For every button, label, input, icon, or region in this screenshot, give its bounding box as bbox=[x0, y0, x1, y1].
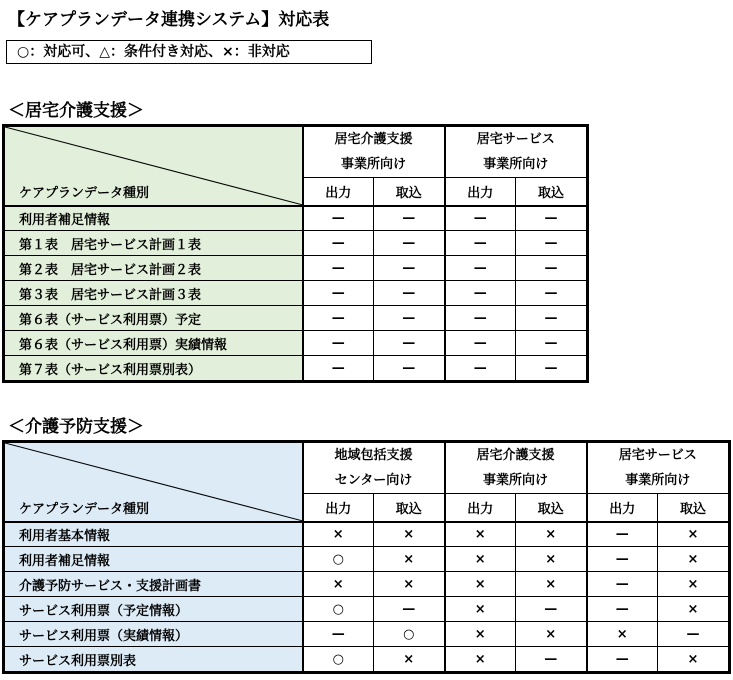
status-cell: — bbox=[303, 231, 374, 256]
subheader-cell: 取込 bbox=[516, 178, 587, 206]
status-cell: × bbox=[658, 547, 729, 572]
legend-box: ○：対応可、△：条件付き対応、×：非対応 bbox=[6, 40, 372, 64]
group-label-line1: 居宅介護支援 bbox=[334, 132, 413, 147]
diagonal-line bbox=[5, 443, 303, 521]
table-row bbox=[5, 206, 587, 231]
status-cell: × bbox=[445, 572, 516, 597]
status-cell: × bbox=[658, 597, 729, 622]
status-cell: — bbox=[587, 522, 658, 547]
row-label: 利用者補足情報 bbox=[5, 206, 303, 231]
row-label: 第３表 居宅サービス計画３表 bbox=[5, 281, 303, 306]
subheader-cell: 出力 bbox=[587, 494, 658, 522]
status-cell: — bbox=[516, 231, 587, 256]
status-cell: — bbox=[587, 572, 658, 597]
status-cell: — bbox=[374, 356, 445, 381]
status-cell: — bbox=[445, 356, 516, 381]
status-cell: — bbox=[303, 256, 374, 281]
status-cell: — bbox=[303, 331, 374, 356]
status-cell: — bbox=[445, 256, 516, 281]
status-cell: × bbox=[445, 597, 516, 622]
status-cell: — bbox=[516, 647, 587, 672]
group-header bbox=[587, 443, 729, 494]
status-cell: — bbox=[587, 647, 658, 672]
group-label-line2: 事業所向け bbox=[625, 473, 691, 488]
subheader-cell: 取込 bbox=[658, 494, 729, 522]
status-cell: — bbox=[374, 331, 445, 356]
corner-label: ケアプランデータ種別 bbox=[19, 185, 150, 201]
corner-label: ケアプランデータ種別 bbox=[19, 501, 150, 517]
group-label-line2: センター向け bbox=[334, 473, 413, 488]
status-cell: — bbox=[516, 256, 587, 281]
group-label-line1: 地域包括支援 bbox=[334, 448, 413, 463]
status-cell: × bbox=[445, 647, 516, 672]
row-label: 第１表 居宅サービス計画１表 bbox=[5, 231, 303, 256]
status-cell: — bbox=[445, 206, 516, 231]
status-cell: — bbox=[303, 622, 374, 647]
group-header bbox=[445, 443, 587, 494]
row-label: 利用者補足情報 bbox=[5, 547, 303, 572]
corner-cell bbox=[5, 127, 303, 206]
kyotaku-table bbox=[4, 126, 587, 381]
status-cell: — bbox=[587, 547, 658, 572]
group-label-line2: 事業所向け bbox=[483, 157, 549, 172]
status-cell: — bbox=[516, 331, 587, 356]
group-header bbox=[445, 127, 587, 178]
table-row bbox=[5, 647, 729, 672]
status-cell: ○ bbox=[374, 622, 445, 647]
table-row bbox=[5, 597, 729, 622]
row-label: 第６表（サービス利用票）予定 bbox=[5, 306, 303, 331]
group-label-line1: 居宅サービス bbox=[476, 132, 555, 147]
diagonal-line bbox=[5, 127, 303, 205]
status-cell: × bbox=[516, 622, 587, 647]
status-cell: ○ bbox=[303, 647, 374, 672]
status-cell: × bbox=[374, 522, 445, 547]
status-cell: ○ bbox=[303, 547, 374, 572]
status-cell: — bbox=[445, 281, 516, 306]
row-label: サービス利用票別表 bbox=[5, 647, 303, 672]
row-label: サービス利用票（予定情報） bbox=[5, 597, 303, 622]
status-cell: — bbox=[303, 206, 374, 231]
status-cell: × bbox=[303, 572, 374, 597]
status-cell: — bbox=[516, 306, 587, 331]
subheader-cell: 取込 bbox=[374, 494, 445, 522]
status-cell: — bbox=[516, 356, 587, 381]
status-cell: — bbox=[374, 306, 445, 331]
row-label: サービス利用票（実績情報） bbox=[5, 622, 303, 647]
group-header bbox=[303, 443, 445, 494]
status-cell: × bbox=[374, 547, 445, 572]
table-row bbox=[5, 572, 729, 597]
row-label: 第２表 居宅サービス計画２表 bbox=[5, 256, 303, 281]
status-cell: × bbox=[303, 522, 374, 547]
group-header bbox=[303, 127, 445, 178]
table-row bbox=[5, 281, 587, 306]
table-row bbox=[5, 356, 587, 381]
subheader-cell: 取込 bbox=[374, 178, 445, 206]
status-cell: × bbox=[516, 572, 587, 597]
status-cell: — bbox=[303, 306, 374, 331]
status-cell: ○ bbox=[303, 597, 374, 622]
status-cell: — bbox=[303, 356, 374, 381]
group-label-line2: 事業所向け bbox=[482, 473, 548, 488]
status-cell: × bbox=[658, 522, 729, 547]
subheader-cell: 出力 bbox=[445, 178, 516, 206]
yobo-table bbox=[4, 442, 729, 672]
status-cell: — bbox=[445, 306, 516, 331]
status-cell: × bbox=[445, 547, 516, 572]
status-cell: × bbox=[587, 622, 658, 647]
status-cell: — bbox=[374, 281, 445, 306]
status-cell: — bbox=[374, 256, 445, 281]
row-label: 利用者基本情報 bbox=[5, 522, 303, 547]
table-row bbox=[5, 231, 587, 256]
status-cell: — bbox=[587, 597, 658, 622]
table-row bbox=[5, 331, 587, 356]
table-row bbox=[5, 522, 729, 547]
table-row bbox=[5, 256, 587, 281]
section-heading-yobo: ＜介護予防支援＞ bbox=[8, 417, 144, 437]
subheader-cell: 出力 bbox=[303, 494, 374, 522]
status-cell: × bbox=[658, 572, 729, 597]
status-cell: — bbox=[516, 206, 587, 231]
table-row bbox=[5, 547, 729, 572]
status-cell: — bbox=[374, 597, 445, 622]
group-label-line1: 居宅サービス bbox=[618, 448, 697, 463]
subheader-cell: 出力 bbox=[445, 494, 516, 522]
status-cell: × bbox=[516, 547, 587, 572]
subheader-cell: 取込 bbox=[516, 494, 587, 522]
status-cell: × bbox=[658, 647, 729, 672]
status-cell: — bbox=[445, 331, 516, 356]
row-label: 第６表（サービス利用票）実績情報 bbox=[5, 331, 303, 356]
group-label-line2: 事業所向け bbox=[340, 157, 406, 172]
group-label-line1: 居宅介護支援 bbox=[476, 448, 555, 463]
status-cell: — bbox=[658, 622, 729, 647]
status-cell: × bbox=[445, 522, 516, 547]
row-label: 介護予防サービス・支援計画書 bbox=[5, 572, 303, 597]
row-label: 第７表（サービス利用票別表） bbox=[5, 356, 303, 381]
table-row bbox=[5, 306, 587, 331]
status-cell: × bbox=[374, 572, 445, 597]
status-cell: × bbox=[374, 647, 445, 672]
table-row bbox=[5, 622, 729, 647]
corner-cell bbox=[5, 443, 303, 522]
status-cell: × bbox=[516, 522, 587, 547]
section-heading-kyotaku: ＜居宅介護支援＞ bbox=[8, 101, 144, 121]
status-cell: — bbox=[374, 206, 445, 231]
status-cell: — bbox=[445, 231, 516, 256]
status-cell: — bbox=[374, 231, 445, 256]
subheader-cell: 出力 bbox=[303, 178, 374, 206]
status-cell: — bbox=[516, 281, 587, 306]
status-cell: × bbox=[445, 622, 516, 647]
status-cell: — bbox=[303, 281, 374, 306]
page-title: 【ケアプランデータ連携システム】対応表 bbox=[8, 10, 330, 30]
status-cell: — bbox=[516, 597, 587, 622]
